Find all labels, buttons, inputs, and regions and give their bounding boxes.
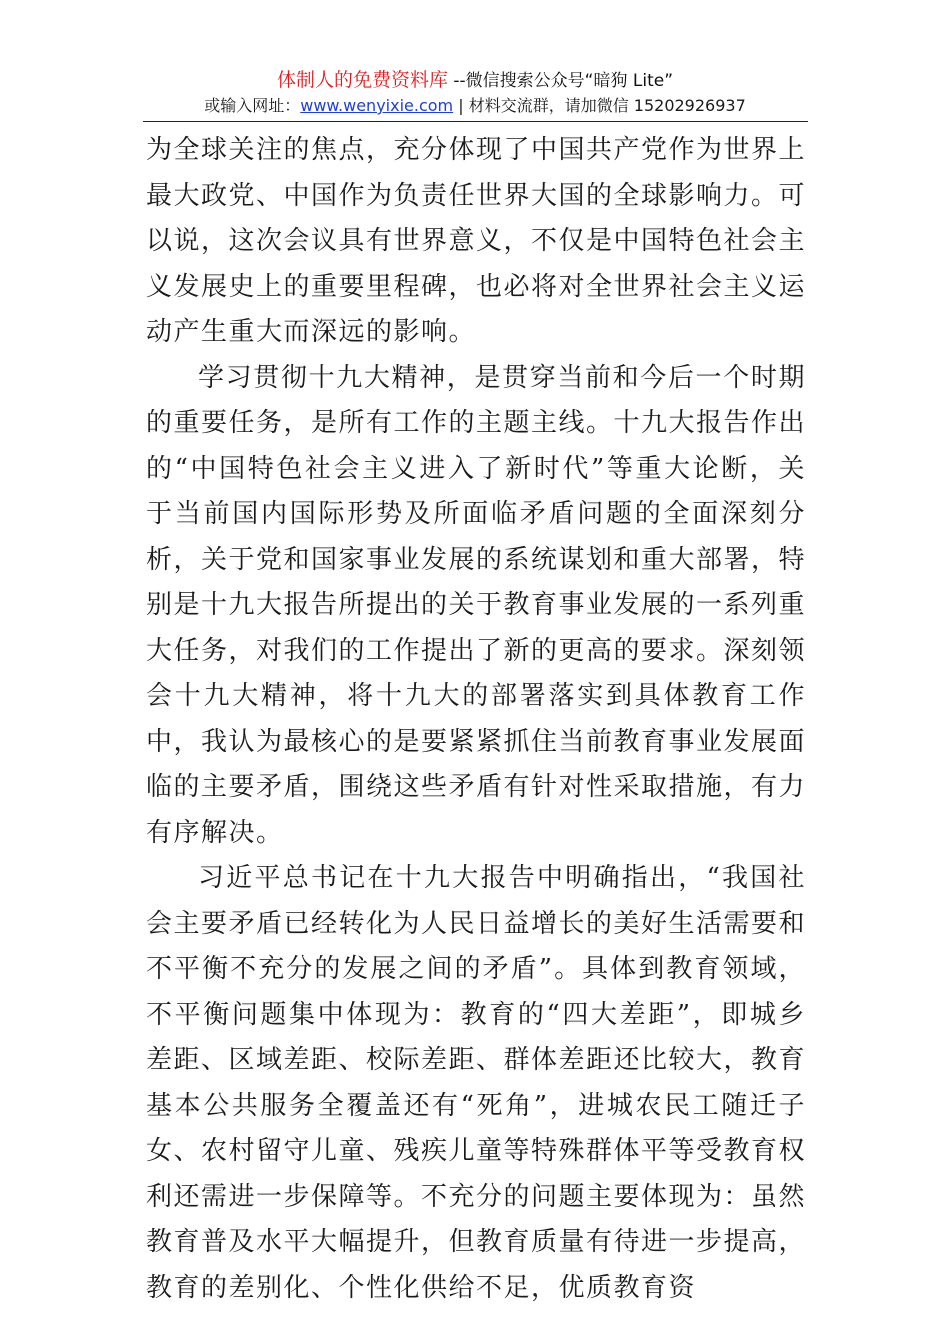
contact-info: | 材料交流群，请加微信 15202926937 <box>453 96 746 115</box>
header-divider <box>143 121 808 122</box>
header-line-1 <box>0 68 950 93</box>
document-body <box>146 128 806 1311</box>
header-tagline: --微信搜索公众号“暗狗 Lite” <box>448 71 674 91</box>
url-prefix: 或输入网址： <box>204 96 301 115</box>
brand-title: 体制人的免费资料库 <box>276 69 448 91</box>
page-header <box>0 68 950 118</box>
website-link[interactable]: www.wenyixie.com <box>300 96 454 115</box>
paragraph: 习近平总书记在十九大报告中明确指出，“我国社会主要矛盾已经转化为人民日益增长的美好生活需要和不平衡不充分的发展之间的矛盾”。具体到教育领域，不平衡问题集中体现为：教育的“四大差距”，即城乡差距、区域差距、校际差距、群体差距还比较大，教育基本公共服务全覆盖还有“死角”，进城农民工随迁子女、农村留守儿童、残疾儿童等特殊群体平等受教育权利还需进一步保障等。不充分的问题主要体现为：虽然教育普及水平大幅提升，但教育质量有待进一步提高，教育的差别化、个性化供给不足，优质教育资 <box>146 863 807 1303</box>
paragraph: 学习贯彻十九大精神，是贯穿当前和今后一个时期的重要任务，是所有工作的主题主线。十九大报告作出的“中国特色社会主义进入了新时代”等重大论断，关于当前国内国际形势及所面临矛盾问题的全面深刻分析，关于党和国家事业发展的系统谋划和重大部署，特别是十九大报告所提出的关于教育事业发展的一系列重大任务，对我们的工作提出了新的更高的要求。深刻领会十九大精神，将十九大的部署落实到具体教育工作中，我认为最核心的是要紧紧抓住当前教育事业发展面临的主要矛盾，围绕这些矛盾有针对性采取措施，有力有序解决。 <box>146 362 807 848</box>
paragraph-continued: 为全球关注的焦点，充分体现了中国共产党作为世界上最大政党、中国作为负责任世界大国的全球影响力。可以说，这次会议具有世界意义，不仅是中国特色社会主义发展史上的重要里程碑，也必将对全世界社会主义运动产生重大而深远的影响。 <box>146 135 807 347</box>
header-line-2 <box>0 94 950 118</box>
